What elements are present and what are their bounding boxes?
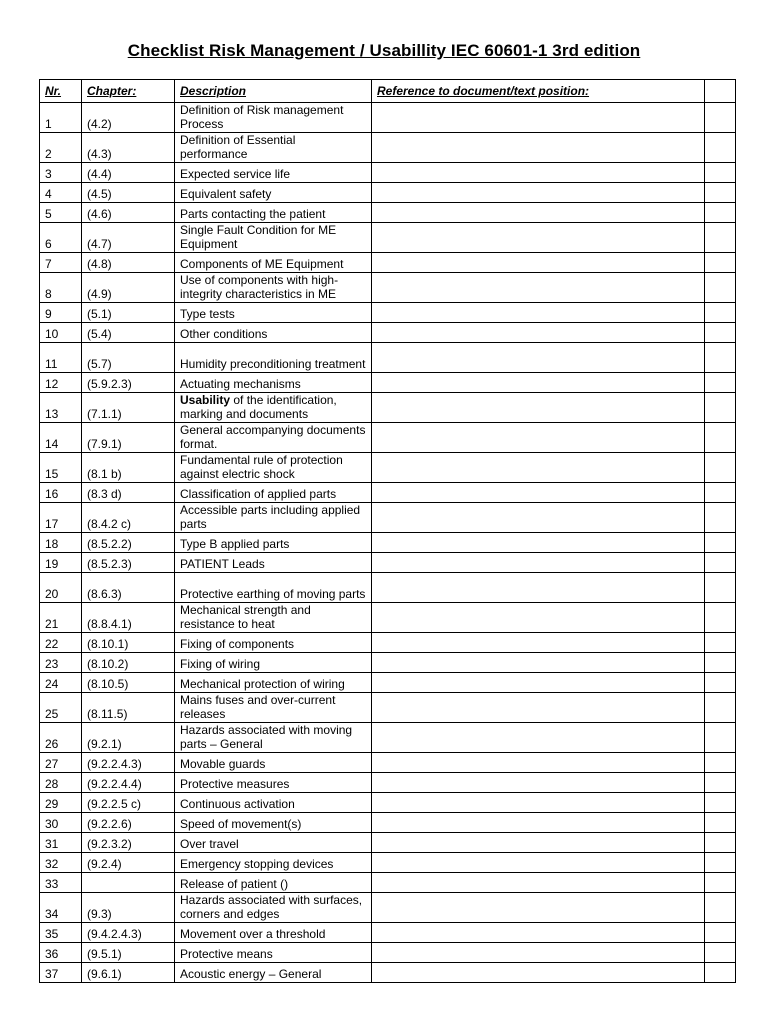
row-reference-cell[interactable] <box>372 323 705 343</box>
row-extra-cell[interactable] <box>705 303 736 323</box>
table-row <box>40 893 736 923</box>
row-reference-cell[interactable] <box>372 893 705 923</box>
row-extra-cell[interactable] <box>705 873 736 893</box>
row-extra-cell[interactable] <box>705 753 736 773</box>
row-extra-cell[interactable] <box>705 503 736 533</box>
row-nr: 15 <box>40 453 82 483</box>
row-description: Protective earthing of moving parts <box>175 573 372 603</box>
row-reference-cell[interactable] <box>372 793 705 813</box>
row-chapter: (9.4.2.4.3) <box>82 923 175 943</box>
row-chapter: (9.2.2.6) <box>82 813 175 833</box>
row-chapter: (9.2.3.2) <box>82 833 175 853</box>
row-extra-cell[interactable] <box>705 893 736 923</box>
row-chapter: (4.4) <box>82 163 175 183</box>
row-extra-cell[interactable] <box>705 223 736 253</box>
row-reference-cell[interactable] <box>372 303 705 323</box>
row-reference-cell[interactable] <box>372 393 705 423</box>
row-chapter: (8.8.4.1) <box>82 603 175 633</box>
table-row <box>40 423 736 453</box>
row-chapter: (4.6) <box>82 203 175 223</box>
row-chapter: (8.11.5) <box>82 693 175 723</box>
table-row <box>40 603 736 633</box>
row-description: Type B applied parts <box>175 533 372 553</box>
row-description: PATIENT Leads <box>175 553 372 573</box>
row-description: Over travel <box>175 833 372 853</box>
row-nr: 37 <box>40 963 82 983</box>
row-chapter: (8.5.2.3) <box>82 553 175 573</box>
table-row <box>40 693 736 723</box>
header-reference: Reference to document/text position: <box>372 80 705 103</box>
table-row <box>40 373 736 393</box>
row-chapter: (8.6.3) <box>82 573 175 603</box>
row-chapter: (9.2.1) <box>82 723 175 753</box>
row-reference-cell[interactable] <box>372 773 705 793</box>
row-chapter: (8.1 b) <box>82 453 175 483</box>
row-description: Accessible parts including applied parts <box>175 503 372 533</box>
row-chapter: (9.2.2.4.4) <box>82 773 175 793</box>
row-reference-cell[interactable] <box>372 533 705 553</box>
row-nr: 35 <box>40 923 82 943</box>
row-description: Protective means <box>175 943 372 963</box>
table-row <box>40 963 736 983</box>
row-chapter: (9.3) <box>82 893 175 923</box>
row-description: Humidity preconditioning treatment <box>175 343 372 373</box>
row-nr: 25 <box>40 693 82 723</box>
row-extra-cell[interactable] <box>705 203 736 223</box>
row-description-text: of the identification, marking and documents <box>180 393 337 421</box>
row-nr: 23 <box>40 653 82 673</box>
row-extra-cell[interactable] <box>705 253 736 273</box>
row-chapter: (5.7) <box>82 343 175 373</box>
row-chapter: (9.6.1) <box>82 963 175 983</box>
row-extra-cell[interactable] <box>705 963 736 983</box>
row-reference-cell[interactable] <box>372 873 705 893</box>
row-extra-cell[interactable] <box>705 633 736 653</box>
row-chapter: (9.2.2.4.3) <box>82 753 175 773</box>
row-description: Emergency stopping devices <box>175 853 372 873</box>
table-row <box>40 573 736 603</box>
row-chapter: (8.3 d) <box>82 483 175 503</box>
table-row <box>40 773 736 793</box>
row-description: Actuating mechanisms <box>175 373 372 393</box>
row-nr: 16 <box>40 483 82 503</box>
row-nr: 11 <box>40 343 82 373</box>
row-nr: 28 <box>40 773 82 793</box>
row-reference-cell[interactable] <box>372 693 705 723</box>
row-reference-cell[interactable] <box>372 103 705 133</box>
row-reference-cell[interactable] <box>372 203 705 223</box>
row-reference-cell[interactable] <box>372 573 705 603</box>
row-extra-cell[interactable] <box>705 773 736 793</box>
row-description: Use of components with high-integrity characteristics in ME <box>175 273 372 303</box>
row-extra-cell[interactable] <box>705 103 736 133</box>
row-extra-cell[interactable] <box>705 553 736 573</box>
row-description <box>175 393 372 423</box>
table-row <box>40 203 736 223</box>
row-reference-cell[interactable] <box>372 673 705 693</box>
table-row <box>40 833 736 853</box>
row-extra-cell[interactable] <box>705 423 736 453</box>
row-extra-cell[interactable] <box>705 183 736 203</box>
row-description: Fixing of wiring <box>175 653 372 673</box>
row-description: Other conditions <box>175 323 372 343</box>
table-row <box>40 673 736 693</box>
row-nr: 6 <box>40 223 82 253</box>
row-reference-cell[interactable] <box>372 633 705 653</box>
row-nr: 31 <box>40 833 82 853</box>
row-extra-cell[interactable] <box>705 533 736 553</box>
table-row <box>40 633 736 653</box>
row-reference-cell[interactable] <box>372 653 705 673</box>
table-row <box>40 853 736 873</box>
row-nr: 3 <box>40 163 82 183</box>
row-nr: 27 <box>40 753 82 773</box>
row-nr: 13 <box>40 393 82 423</box>
row-extra-cell[interactable] <box>705 653 736 673</box>
table-row <box>40 483 736 503</box>
row-description: Movement over a threshold <box>175 923 372 943</box>
row-extra-cell[interactable] <box>705 813 736 833</box>
row-reference-cell[interactable] <box>372 833 705 853</box>
row-extra-cell[interactable] <box>705 793 736 813</box>
row-chapter: (7.1.1) <box>82 393 175 423</box>
row-reference-cell[interactable] <box>372 503 705 533</box>
row-nr: 9 <box>40 303 82 323</box>
row-extra-cell[interactable] <box>705 573 736 603</box>
row-description: Acoustic energy – General <box>175 963 372 983</box>
table-row <box>40 653 736 673</box>
row-description: Protective measures <box>175 773 372 793</box>
header-extra <box>705 80 736 103</box>
header-chapter: Chapter: <box>82 80 175 103</box>
row-reference-cell[interactable] <box>372 923 705 943</box>
row-extra-cell[interactable] <box>705 163 736 183</box>
row-reference-cell[interactable] <box>372 753 705 773</box>
row-chapter: (7.9.1) <box>82 423 175 453</box>
row-extra-cell[interactable] <box>705 483 736 503</box>
table-row <box>40 253 736 273</box>
row-chapter: (9.5.1) <box>82 943 175 963</box>
row-description: Definition of Essential performance <box>175 133 372 163</box>
row-description: General accompanying documents format. <box>175 423 372 453</box>
row-description: Components of ME Equipment <box>175 253 372 273</box>
row-reference-cell[interactable] <box>372 223 705 253</box>
row-reference-cell[interactable] <box>372 453 705 483</box>
row-description: Classification of applied parts <box>175 483 372 503</box>
table-row <box>40 133 736 163</box>
row-reference-cell[interactable] <box>372 723 705 753</box>
row-nr: 20 <box>40 573 82 603</box>
row-nr: 26 <box>40 723 82 753</box>
row-reference-cell[interactable] <box>372 373 705 393</box>
table-row <box>40 533 736 553</box>
row-description: Mechanical protection of wiring <box>175 673 372 693</box>
row-nr: 8 <box>40 273 82 303</box>
row-extra-cell[interactable] <box>705 923 736 943</box>
header-description: Description <box>175 80 372 103</box>
row-extra-cell[interactable] <box>705 723 736 753</box>
row-chapter: (4.2) <box>82 103 175 133</box>
row-extra-cell[interactable] <box>705 943 736 963</box>
row-extra-cell[interactable] <box>705 673 736 693</box>
row-description: Release of patient () <box>175 873 372 893</box>
row-nr: 14 <box>40 423 82 453</box>
row-chapter: (8.10.1) <box>82 633 175 653</box>
row-reference-cell[interactable] <box>372 163 705 183</box>
row-description: Mechanical strength and resistance to heat <box>175 603 372 633</box>
row-nr: 17 <box>40 503 82 533</box>
table-row <box>40 813 736 833</box>
row-extra-cell[interactable] <box>705 603 736 633</box>
row-chapter: (9.2.4) <box>82 853 175 873</box>
row-description: Definition of Risk management Process <box>175 103 372 133</box>
table-row <box>40 183 736 203</box>
row-nr: 4 <box>40 183 82 203</box>
page-title: Checklist Risk Management / Usabillity IEC 60601-1 3rd edition <box>127 41 641 60</box>
row-extra-cell[interactable] <box>705 833 736 853</box>
row-reference-cell[interactable] <box>372 423 705 453</box>
table-row <box>40 503 736 533</box>
row-reference-cell[interactable] <box>372 603 705 633</box>
table-row <box>40 103 736 133</box>
row-nr: 2 <box>40 133 82 163</box>
row-nr: 7 <box>40 253 82 273</box>
row-nr: 34 <box>40 893 82 923</box>
table-row <box>40 323 736 343</box>
row-description: Hazards associated with moving parts – General <box>175 723 372 753</box>
table-row <box>40 553 736 573</box>
row-extra-cell[interactable] <box>705 393 736 423</box>
row-nr: 22 <box>40 633 82 653</box>
row-reference-cell[interactable] <box>372 483 705 503</box>
row-description: Movable guards <box>175 753 372 773</box>
row-reference-cell[interactable] <box>372 853 705 873</box>
header-nr: Nr. <box>40 80 82 103</box>
table-row <box>40 793 736 813</box>
row-extra-cell[interactable] <box>705 453 736 483</box>
row-description-bold: Usability <box>180 393 231 407</box>
row-chapter: (8.4.2 c) <box>82 503 175 533</box>
row-nr: 29 <box>40 793 82 813</box>
row-chapter: (8.5.2.2) <box>82 533 175 553</box>
row-reference-cell[interactable] <box>372 943 705 963</box>
table-row <box>40 723 736 753</box>
row-chapter: (4.5) <box>82 183 175 203</box>
table-row <box>40 943 736 963</box>
row-chapter <box>82 873 175 893</box>
row-description: Parts contacting the patient <box>175 203 372 223</box>
row-chapter: (8.10.5) <box>82 673 175 693</box>
row-description: Equivalent safety <box>175 183 372 203</box>
row-description: Continuous activation <box>175 793 372 813</box>
row-reference-cell[interactable] <box>372 273 705 303</box>
row-extra-cell[interactable] <box>705 853 736 873</box>
row-nr: 30 <box>40 813 82 833</box>
row-extra-cell[interactable] <box>705 323 736 343</box>
row-nr: 1 <box>40 103 82 133</box>
row-nr: 33 <box>40 873 82 893</box>
row-chapter: (5.9.2.3) <box>82 373 175 393</box>
table-row <box>40 163 736 183</box>
row-reference-cell[interactable] <box>372 813 705 833</box>
row-description: Fixing of components <box>175 633 372 653</box>
row-nr: 18 <box>40 533 82 553</box>
table-row <box>40 923 736 943</box>
table-row <box>40 273 736 303</box>
table-row <box>40 753 736 773</box>
table-row <box>40 393 736 423</box>
row-extra-cell[interactable] <box>705 343 736 373</box>
row-extra-cell[interactable] <box>705 133 736 163</box>
table-row <box>40 453 736 483</box>
row-description: Speed of movement(s) <box>175 813 372 833</box>
row-nr: 36 <box>40 943 82 963</box>
row-reference-cell[interactable] <box>372 343 705 373</box>
row-reference-cell[interactable] <box>372 963 705 983</box>
row-chapter: (8.10.2) <box>82 653 175 673</box>
table-row <box>40 223 736 253</box>
row-chapter: (5.1) <box>82 303 175 323</box>
row-reference-cell[interactable] <box>372 133 705 163</box>
table-row <box>40 873 736 893</box>
row-nr: 10 <box>40 323 82 343</box>
row-reference-cell[interactable] <box>372 183 705 203</box>
header-row <box>40 80 736 103</box>
table-row <box>40 343 736 373</box>
row-extra-cell[interactable] <box>705 273 736 303</box>
row-nr: 21 <box>40 603 82 633</box>
row-extra-cell[interactable] <box>705 373 736 393</box>
row-nr: 32 <box>40 853 82 873</box>
row-nr: 5 <box>40 203 82 223</box>
row-chapter: (4.3) <box>82 133 175 163</box>
row-chapter: (4.9) <box>82 273 175 303</box>
row-chapter: (4.7) <box>82 223 175 253</box>
row-description: Expected service life <box>175 163 372 183</box>
row-nr: 24 <box>40 673 82 693</box>
row-nr: 19 <box>40 553 82 573</box>
checklist-table <box>39 79 736 983</box>
row-extra-cell[interactable] <box>705 693 736 723</box>
row-description: Fundamental rule of protection against electric shock <box>175 453 372 483</box>
row-nr: 12 <box>40 373 82 393</box>
table-row <box>40 303 736 323</box>
row-chapter: (5.4) <box>82 323 175 343</box>
row-chapter: (4.8) <box>82 253 175 273</box>
row-description: Mains fuses and over-current releases <box>175 693 372 723</box>
row-description: Single Fault Condition for ME Equipment <box>175 223 372 253</box>
row-description: Type tests <box>175 303 372 323</box>
row-description: Hazards associated with surfaces, corners and edges <box>175 893 372 923</box>
row-reference-cell[interactable] <box>372 253 705 273</box>
row-chapter: (9.2.2.5 c) <box>82 793 175 813</box>
row-reference-cell[interactable] <box>372 553 705 573</box>
